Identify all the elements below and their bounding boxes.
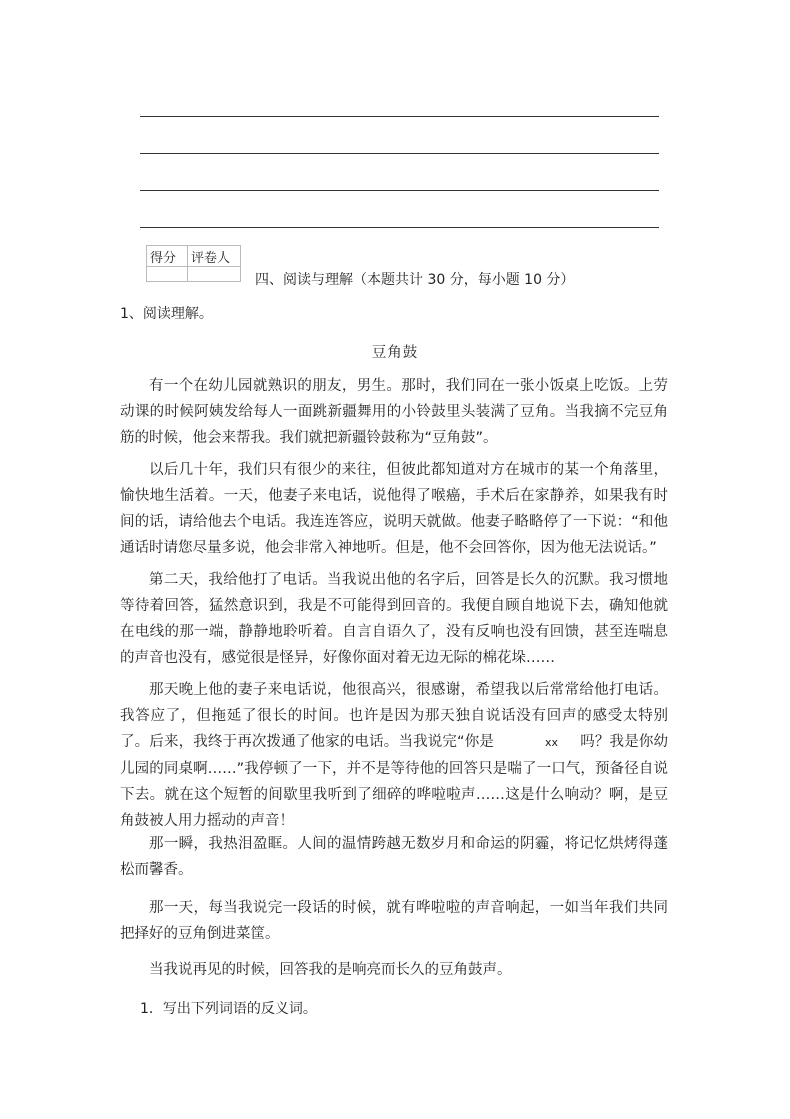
story-text: 那天晚上他的妻子来电话说，他很高兴，很感谢，希望我以后常常给他打电话。我答应了，但拖延了很长的时间。也许是因为那天独自说话没有回声的感受太特别了。后来，我终于再次拨通了他家的电话。当我说完“你是	[120, 682, 668, 750]
answer-line-2	[140, 153, 659, 154]
score-box	[146, 245, 241, 282]
story-paragraph: 那一瞬，我热泪盈眶。人间的温情跨越无数岁月和命运的阴霾，将记忆烘烤得蓬松而馨香。	[120, 836, 668, 878]
score-cell[interactable]	[147, 267, 188, 282]
question-label: 1、阅读理解。	[120, 306, 213, 322]
story-paragraph: 第二天，我给他打了电话。当我说出他的名字后，回答是长久的沉默。我习惯地等待着回答，猛然意识到，我是不可能得到回音的。我便自顾自地说下去，确知他就在电线的那一端，静静地聆听着。自言自语久了，没有反响也没有回馈，甚至连喘息的声音也没有，感觉很是怪异，好像你面对着无边无际的棉花垛……	[120, 572, 668, 666]
answer-line-1	[140, 116, 659, 117]
answer-line-3	[140, 190, 659, 191]
section-heading: 四、阅读与理解（本题共计 30 分，每小题 10 分）	[255, 272, 575, 288]
story-paragraph: 有一个在幼儿园就熟识的朋友，男生。那时，我们同在一张小饭桌上吃饭。上劳动课的时候阿姨发给每人一面跳新疆舞用的小铃鼓里头装满了豆角。当我摘不完豆角筋的时候，他会来帮我。我们就把新疆铃鼓称为“豆角鼓”。	[120, 378, 668, 446]
name-blank: xx	[545, 736, 559, 749]
grader-cell[interactable]	[188, 267, 241, 282]
story-paragraph	[120, 677, 668, 834]
score-label: 得分	[147, 246, 188, 267]
answer-line-4	[140, 227, 659, 228]
sub-question-label: 1．写出下列词语的反义词。	[140, 1001, 317, 1017]
story-paragraph: 当我说再见的时候，回答我的是响亮而长久的豆角鼓声。	[149, 962, 512, 978]
grader-label: 评卷人	[188, 246, 241, 267]
story-paragraph: 以后几十年，我们只有很少的来往，但彼此都知道对方在城市的某一个角落里，愉快地生活着。一天，他妻子来电话，说他得了喉癌，手术后在家静养，如果我有时间的话，请给他去个电话。我连连答应，说明天就做。他妻子略略停了一下说：“和他通话时请您尽量多说，他会非常入神地听。但是，他不会回答你，因为他无法说话。”	[120, 462, 668, 556]
story-text: 吗？我是你幼儿园的同桌啊……”我停顿了一下，并不是等待他的回答只是喘了一口气，预备径自说下去。就在这个短暂的间歇里我听到了细碎的哗啦啦声……这是什么响动？啊，是豆角鼓被人用力摇动的声音！	[120, 734, 669, 829]
story-paragraph: 那一天，每当我说完一段话的时候，就有哗啦啦的声音响起，一如当年我们共同把择好的豆角倒进菜筐。	[120, 900, 668, 942]
story-title: 豆角鼓	[371, 345, 419, 361]
